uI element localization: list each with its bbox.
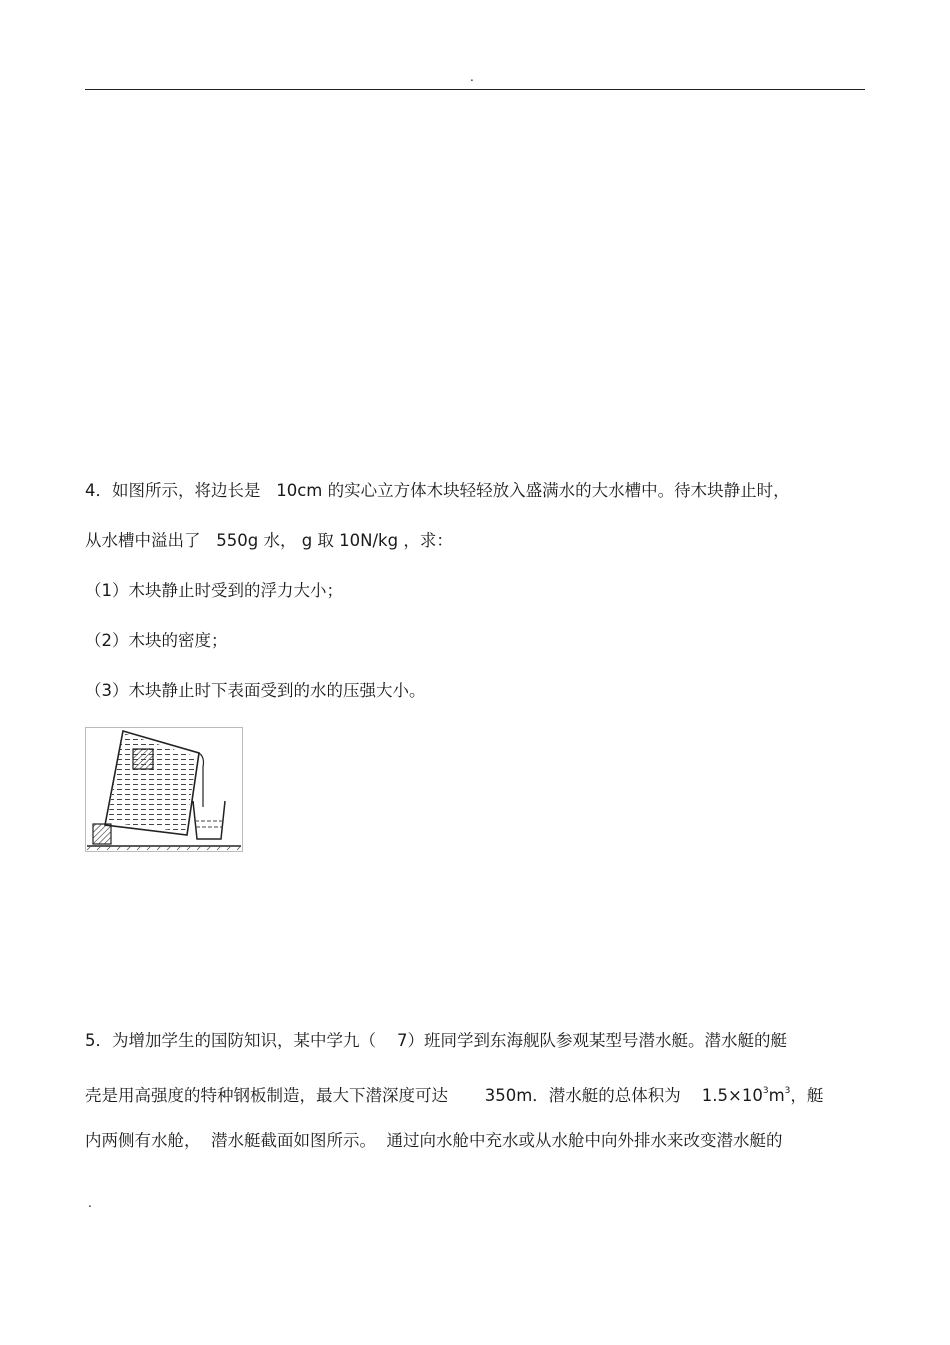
footer-dot: . <box>88 1196 92 1210</box>
tilted-water-tank-figure <box>85 727 243 852</box>
q5-line-1: 5．为增加学生的国防知识，某中学九（ 7）班同学到东海舰队参观某型号潜水艇。潜水艇的艇 <box>85 1031 787 1050</box>
q5-line-3: 内两侧有水舱， 潜水艇截面如图所示。 通过向水舱中充水或从水舱中向外排水来改变潜水艇的 <box>85 1131 783 1150</box>
q5-line-2-text-c: ，艇 <box>790 1086 824 1105</box>
q4-sub-1: （1）木块静止时受到的浮力大小； <box>85 581 343 600</box>
q5-line-2-text-a: 壳是用高强度的特种钢板制造，最大下潜深度可达 350m．潜水艇的总体积为 1.5×10 <box>85 1086 763 1105</box>
q4-line-1: 4．如图所示，将边长是 10cm 的实心立方体木块轻轻放入盛满水的大水槽中。待木块静止时， <box>85 481 790 500</box>
q4-sub-2: （2）木块的密度； <box>85 631 228 650</box>
header-rule <box>85 89 865 90</box>
q5-line-2-unit: m <box>768 1086 785 1105</box>
q4-sub-3: （3）木块静止时下表面受到的水的压强大小。 <box>85 681 426 700</box>
q5-line-2-exponent-1: 3 <box>762 1086 769 1096</box>
q4-line-2: 从水槽中溢出了 550g 水， g 取 10N/kg ，求： <box>85 531 453 550</box>
header-dot: . <box>470 70 474 84</box>
q5-line-2-exponent-2: 3 <box>784 1086 791 1096</box>
q5-line-2 <box>85 1080 823 1107</box>
